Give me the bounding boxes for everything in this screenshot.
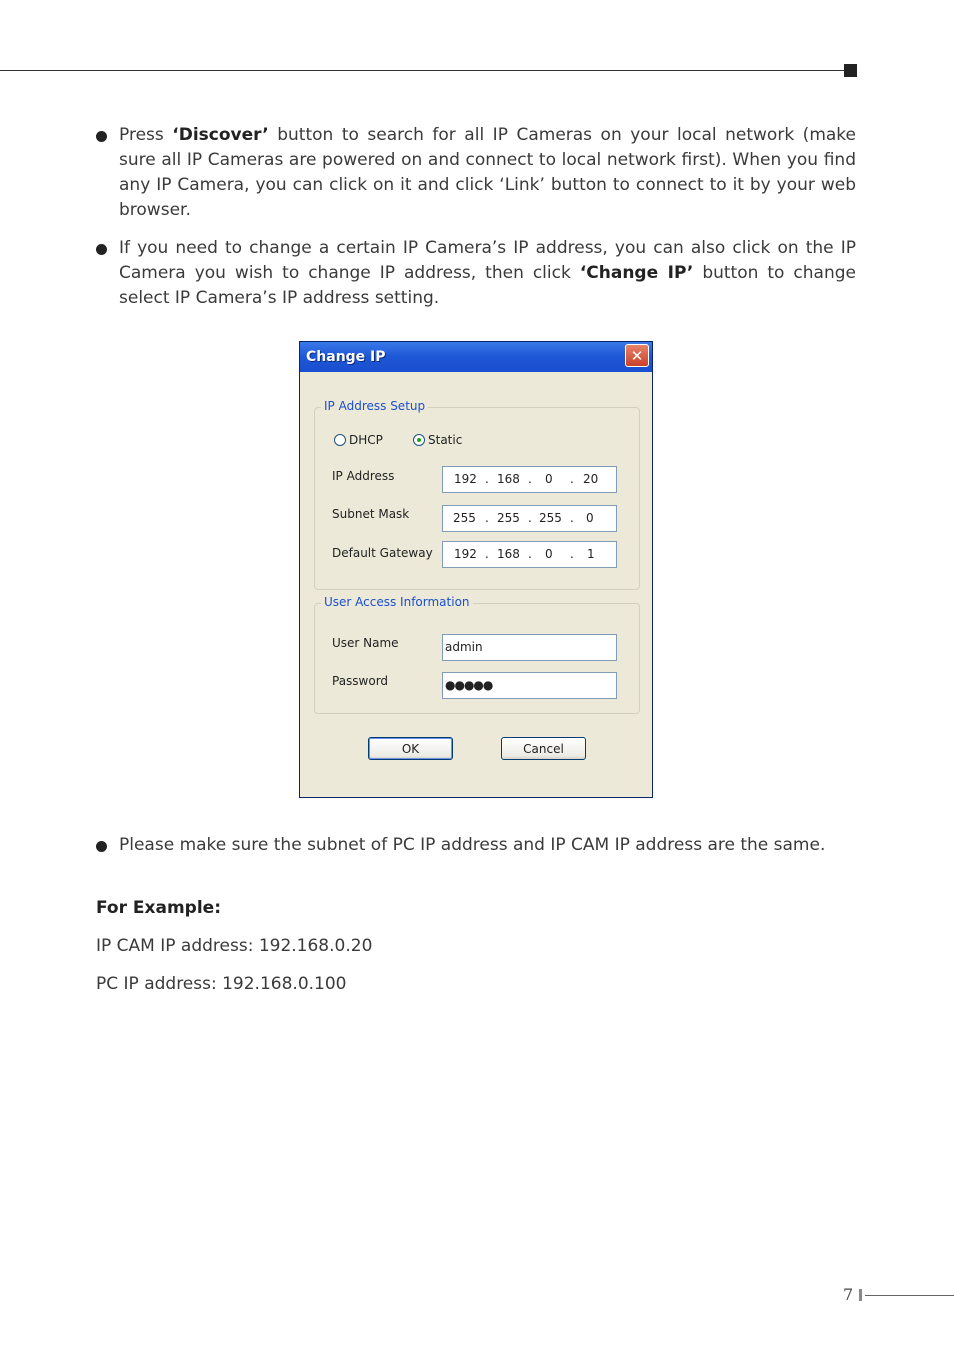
subnet-mask-label: Subnet Mask [332,507,410,521]
text-segment: button to change select IP Camera’s IP address setting. [119,263,856,308]
default-gateway-label: Default Gateway [332,546,433,560]
bullet-subnet [96,833,856,858]
bullet-text: Please make sure the subnet of PC IP address and IP CAM IP address are the same. [119,835,826,855]
password-input[interactable]: ●●●●● [442,672,617,699]
octet: 1 [587,547,595,561]
bullet-dot-icon [96,131,107,142]
example-line-pc: PC IP address: 192.168.0.100 [96,974,347,994]
cancel-button[interactable]: Cancel [501,737,586,760]
example-heading [96,896,221,921]
octet: 0 [545,547,553,561]
octet: 168 [497,472,520,486]
radio-circle-icon [334,434,346,446]
group-title: IP Address Setup [321,399,428,413]
octet: 20 [583,472,599,486]
ok-button[interactable]: OK [368,737,453,760]
bullet-text [119,123,856,223]
bullet-change-ip [96,236,856,311]
username-input[interactable]: admin [442,634,617,661]
bold-segment: ‘Change IP’ [579,263,694,283]
change-ip-dialog [299,341,653,798]
octet: 192 [454,472,477,486]
radio-label: Static [428,433,463,447]
username-label: User Name [332,636,399,650]
ip-address-setup-group [314,399,640,590]
dhcp-radio[interactable] [334,433,383,447]
radio-label: DHCP [349,433,383,447]
octet: 0 [586,511,594,525]
octet: 192 [454,547,477,561]
bullet-discover [96,123,856,223]
octet: 255 [539,511,562,525]
text-segment: button to search for all IP Cameras on your local network (make sure all IP Cameras are powered on and connect to local network first). When you find any IP Camera, you can click on it and click ‘Link’ button to connect to it by your web browser. [119,125,856,220]
bullet-dot-icon [96,244,107,255]
group-title: User Access Information [321,595,473,609]
ip-address-label: IP Address [332,469,395,483]
static-radio[interactable] [413,433,462,447]
footer-rule [865,1295,954,1296]
page-number-marker [859,1289,862,1301]
octet: 168 [497,547,520,561]
page-number: 7 [843,1285,854,1304]
password-label: Password [332,674,389,688]
text-segment: Press [119,125,173,145]
dialog-title: Change IP [306,349,386,365]
example-line-cam: IP CAM IP address: 192.168.0.20 [96,936,373,956]
close-icon[interactable]: ✕ [625,344,649,367]
radio-selected-icon [413,434,425,446]
bold-segment: ‘Discover’ [172,125,269,145]
header-square-marker [844,64,857,77]
octet: 255 [453,511,476,525]
example-heading-text: For Example: [96,898,221,918]
subnet-mask-field[interactable]: 255 . 255 . 255 . 0 [442,505,617,532]
bullet-dot-icon [96,841,107,852]
text-segment: If you need to change a certain IP Camera’s IP address, you can also click on the IP Camera you wish to change IP address, then click [119,238,856,283]
dialog-titlebar [300,342,652,372]
ip-address-field[interactable]: 192 . 168 . 0 . 20 [442,466,617,493]
octet: 255 [497,511,520,525]
bullet-text [119,236,856,311]
top-rule [0,70,846,71]
default-gateway-field[interactable]: 192 . 168 . 0 . 1 [442,541,617,568]
user-access-group [314,595,640,714]
octet: 0 [545,472,553,486]
